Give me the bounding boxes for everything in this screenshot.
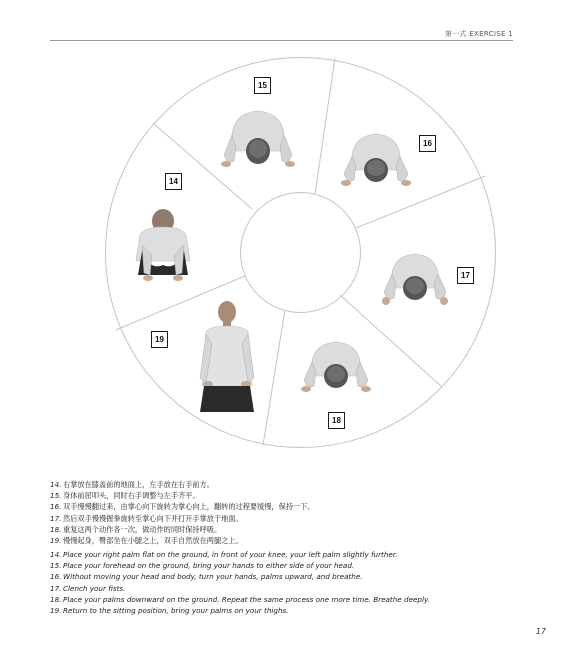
instruction-en-18: 18. Place your palms downward on the ground. Repeat the same process one more time. Breathe deeply. bbox=[50, 594, 430, 604]
step-badge-14: 14 bbox=[165, 173, 182, 190]
figure-step-19 bbox=[196, 300, 258, 418]
step-badge-19: 19 bbox=[151, 331, 168, 348]
instruction-en-17: 17. Clench your fists. bbox=[50, 583, 126, 593]
page-number: 17 bbox=[535, 627, 546, 636]
instruction-cn-16: 16. 双手慢慢翻过来，由掌心向下旋转为掌心向上，翻转的过程要缓慢，保持一下。 bbox=[50, 502, 315, 512]
instruction-en-16: 16. Without moving your head and body, turn your hands, palms upward, and breathe. bbox=[50, 572, 363, 582]
inner-ring bbox=[241, 193, 361, 313]
divider bbox=[263, 310, 285, 445]
running-head: 第一式 EXERCISE 1 bbox=[444, 30, 513, 38]
divider bbox=[315, 58, 335, 194]
figure-step-16 bbox=[340, 130, 412, 188]
step-badge-17: 17 bbox=[457, 267, 474, 284]
figure-step-17 bbox=[380, 250, 450, 308]
instruction-cn-15: 15. 身体前屈叩头，同时右手调整与左手齐平。 bbox=[50, 491, 200, 501]
instruction-en-15: 15. Place your forehead on the ground, bring your hands to either side of your head. bbox=[50, 561, 355, 571]
figure-step-15 bbox=[220, 105, 296, 171]
instruction-cn-14: 14. 右掌放在膝盖前的地面上，左手放在右手前方。 bbox=[50, 480, 214, 489]
figure-step-18 bbox=[300, 338, 372, 396]
figure-step-14 bbox=[130, 205, 196, 285]
header-rule bbox=[50, 40, 513, 41]
instructions-english bbox=[50, 549, 430, 616]
instructions-chinese bbox=[50, 479, 315, 546]
instruction-cn-17: 17. 然后双手慢慢握拳旋转至掌心向下并打开手掌放于地面。 bbox=[50, 513, 243, 523]
step-badge-18: 18 bbox=[328, 412, 345, 429]
instruction-en-19: 19. Return to the sitting position, bring your palms on your thighs. bbox=[50, 606, 289, 616]
instruction-cn-19: 19. 慢慢起身，臀部坐在小腿之上，双手自然放在两腿之上。 bbox=[50, 536, 243, 546]
instruction-en-14: 14. Place your right palm flat on the ground, in front of your knee, your left palm slightly further. bbox=[50, 550, 398, 559]
instruction-cn-18: 18. 重复这两个动作各一次，做动作的同时保持呼吸。 bbox=[50, 524, 222, 534]
step-badge-15: 15 bbox=[254, 77, 271, 94]
step-badge-16: 16 bbox=[419, 135, 436, 152]
